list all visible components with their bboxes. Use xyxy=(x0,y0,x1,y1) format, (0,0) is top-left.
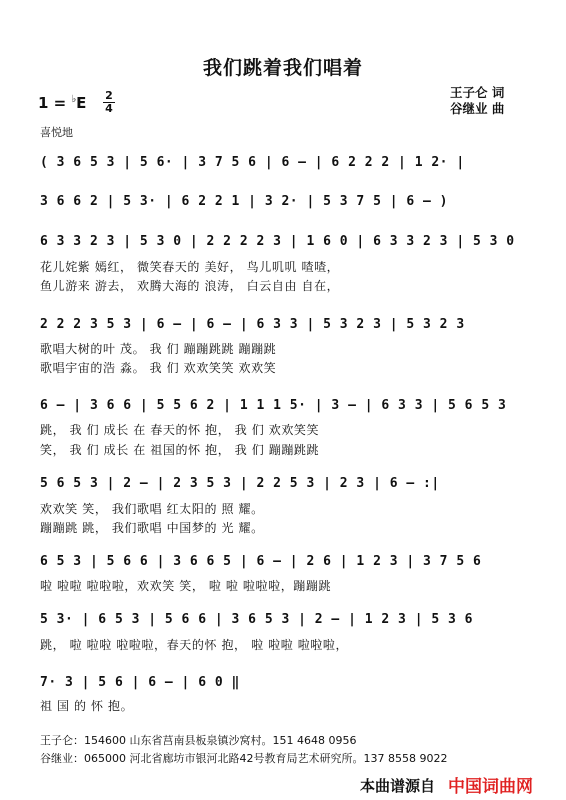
notation-row: 3 6 6 2 | 5 3· | 6 2 2 1 | 3 2· | 5 3 7 5 | 6 – ) xyxy=(40,194,449,209)
lyric-line: 鱼儿游来 游去， 欢腾大海的 浪涛， 白云自由 自在， xyxy=(40,279,340,293)
time-signature xyxy=(103,91,115,114)
lyricist-credit: 王子仑 词 xyxy=(450,85,505,100)
notation-row: ( 3 6 5 3 | 5 6· | 3 7 5 6 | 6 – | 6 2 2 2 | 1 2· | xyxy=(40,155,465,170)
lyric-line: 跳， 我 们 成长 在 春天的怀 抱， 我 们 欢欢笑笑 xyxy=(40,423,320,437)
lyric-line: 歌唱大树的叶 茂。 我 们 蹦蹦跳跳 蹦蹦跳 xyxy=(40,342,277,356)
lyric-line: 祖 国 的 怀 抱。 xyxy=(40,699,134,713)
lyric-line: 花儿姹紫 嫣红， 微笑春天的 美好， 鸟儿叽叽 喳喳， xyxy=(40,260,340,274)
source-brand-link[interactable]: 中国词曲网 xyxy=(448,777,533,797)
lyric-line: 笑， 我 们 成长 在 祖国的怀 抱， 我 们 蹦蹦跳跳 xyxy=(40,443,320,457)
lyricist-contact: 王子仑：154600 山东省莒南县板泉镇沙窝村。151 4648 0956 xyxy=(40,734,357,747)
key-prefix: 1 = xyxy=(38,94,72,112)
notation-row: 5 6 5 3 | 2 – | 2 3 5 3 | 2 2 5 3 | 2 3 | 6 – :| xyxy=(40,476,440,491)
lyric-line: 蹦蹦跳 跳， 我们歌唱 中国梦的 光 耀。 xyxy=(40,521,264,535)
composer-contact: 谷继业：065000 河北省廊坊市银河北路42号教育局艺术研究所。137 8558 9022 xyxy=(40,752,448,765)
notation-row: 6 – | 3 6 6 | 5 5 6 2 | 1 1 1 5· | 3 – | 6 3 3 | 5 6 5 3 xyxy=(40,398,507,413)
score-title: 我们跳着我们唱着 xyxy=(202,57,363,79)
flat-sign: ♭ xyxy=(71,94,77,105)
notation-row: 2 2 2 3 5 3 | 6 – | 6 – | 6 3 3 | 5 3 2 3 | 5 3 2 3 xyxy=(40,317,465,332)
key-note: E xyxy=(76,94,87,112)
lyric-line: 欢欢笑 笑， 我们歌唱 红太阳的 照 耀。 xyxy=(40,502,264,516)
notation-row: 5 3· | 6 5 3 | 5 6 6 | 3 6 5 3 | 2 – | 1 2 3 | 5 3 6 xyxy=(40,612,473,627)
lyric-line: 歌唱宇宙的浩 淼。 我 们 欢欢笑笑 欢欢笑 xyxy=(40,361,277,375)
tempo-marking: 喜悦地 xyxy=(40,126,73,139)
lyric-line: 啦 啦啦 啦啦啦，欢欢笑 笑， 啦 啦 啦啦啦，蹦蹦跳 xyxy=(40,579,332,593)
credits xyxy=(450,85,504,117)
notation-row: 6 5 3 | 5 6 6 | 3 6 6 5 | 6 – | 2 6 | 1 2 3 | 3 7 5 6 xyxy=(40,554,482,569)
source-label: 本曲谱源自 xyxy=(360,777,436,795)
time-signature-bottom: 4 xyxy=(105,102,113,115)
lyric-line: 跳， 啦 啦啦 啦啦啦，春天的怀 抱， 啦 啦啦 啦啦啦， xyxy=(40,638,349,652)
notation-row: 7· 3 | 5 6 | 6 – | 6 0 ‖ xyxy=(40,675,240,690)
time-signature-top: 2 xyxy=(105,89,113,102)
notation-row: 6 3 3 2 3 | 5 3 0 | 2 2 2 2 3 | 1 6 0 | 6 3 3 2 3 | 5 3 0 xyxy=(40,234,515,249)
key-signature xyxy=(38,94,86,112)
composer-credit: 谷继业 曲 xyxy=(450,101,505,116)
